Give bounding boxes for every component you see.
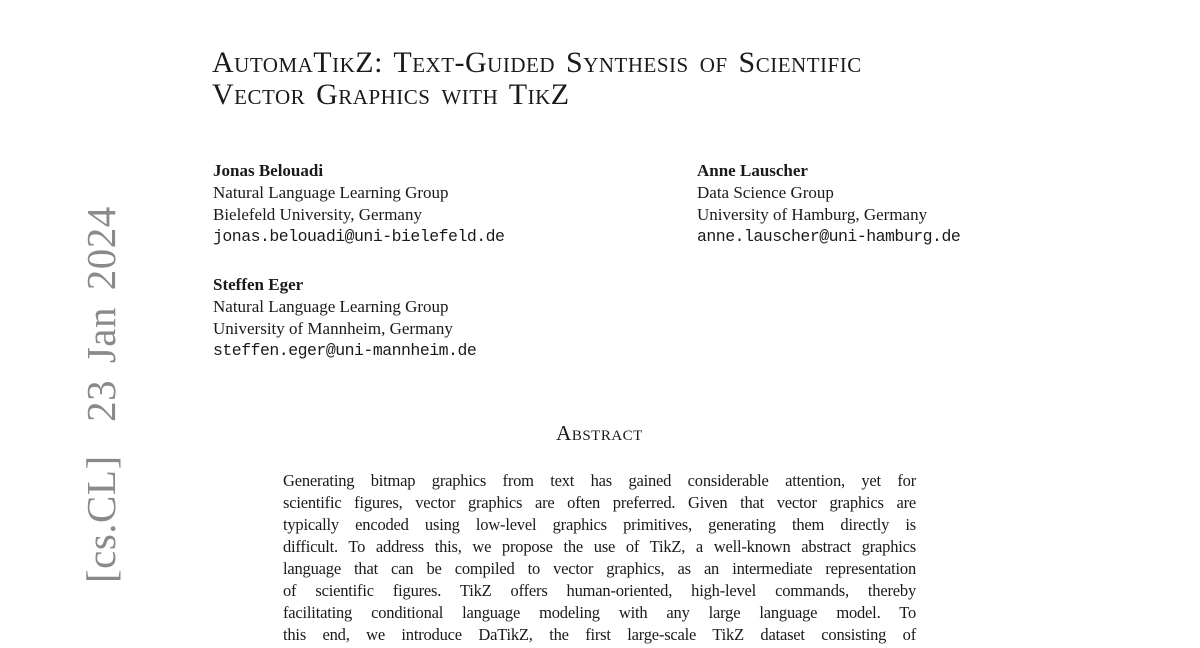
- abstract-line: language that can be compiled to vector graphics, as an intermediate representation: [283, 559, 916, 578]
- author-affiliation-university: Bielefeld University, Germany: [213, 205, 422, 224]
- author-block-jonas-belouadi: [213, 160, 504, 248]
- abstract-heading: Abstract: [556, 421, 643, 445]
- abstract-line: Generating bitmap graphics from text has gained considerable attention, yet for: [283, 471, 916, 490]
- author-email: jonas.belouadi@uni-bielefeld.de: [213, 227, 505, 246]
- abstract-line: of scientific figures. TikZ offers human-oriented, high-level commands, thereby: [283, 581, 916, 600]
- paper-title-line-2: Vector Graphics with TikZ: [212, 78, 570, 111]
- paper-title-line-1: AutomaTikZ: Text-Guided Synthesis of Scientific: [212, 46, 862, 79]
- abstract-line: typically encoded using low-level graphics primitives, generating them directly is: [283, 515, 916, 534]
- arxiv-watermark: [32, 206, 170, 648]
- author-block-steffen-eger: [213, 274, 476, 362]
- author-email: anne.lauscher@uni-hamburg.de: [697, 227, 961, 246]
- author-affiliation-university: University of Hamburg, Germany: [697, 205, 928, 224]
- abstract-line: scientific figures, vector graphics are often preferred. Given that vector graphics are: [283, 493, 916, 512]
- author-email: steffen.eger@uni-mannheim.de: [213, 341, 477, 360]
- arxiv-watermark-text: [cs.CL] 23 Jan 2024: [78, 206, 124, 583]
- abstract-line: facilitating conditional language modeling with any large language model. To: [283, 603, 916, 622]
- abstract-line: this end, we introduce DaTikZ, the first large-scale TikZ dataset consisting of: [283, 625, 916, 644]
- paper-title: [212, 47, 862, 111]
- author-block-anne-lauscher: [697, 160, 960, 248]
- abstract-body: [283, 470, 916, 646]
- author-name: Steffen Eger: [213, 275, 304, 294]
- author-affiliation-group: Data Science Group: [697, 183, 834, 202]
- author-affiliation-group: Natural Language Learning Group: [213, 183, 449, 202]
- author-name: Jonas Belouadi: [213, 161, 324, 180]
- author-name: Anne Lauscher: [697, 161, 808, 180]
- abstract-line: difficult. To address this, we propose the use of TikZ, a well-known abstract graphics: [283, 537, 916, 556]
- author-affiliation-university: University of Mannheim, Germany: [213, 319, 453, 338]
- author-affiliation-group: Natural Language Learning Group: [213, 297, 449, 316]
